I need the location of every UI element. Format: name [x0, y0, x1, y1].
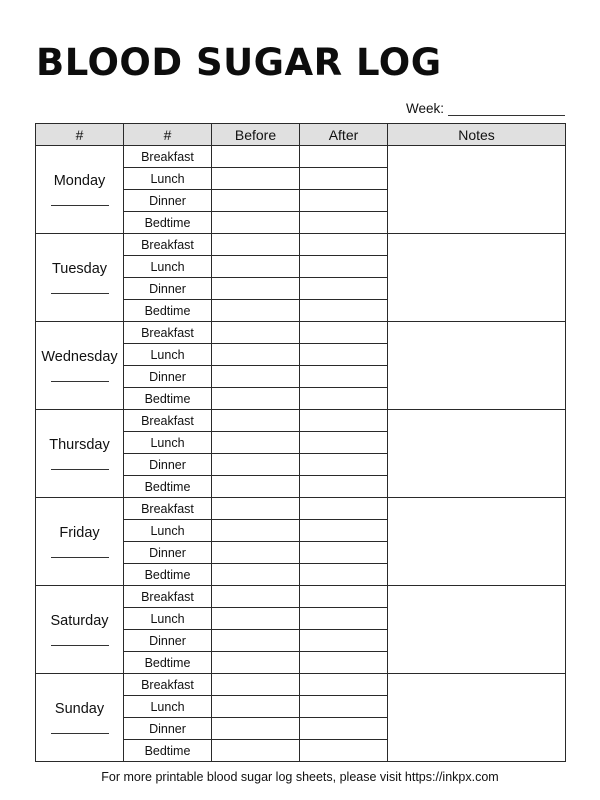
- before-reading-cell[interactable]: [212, 498, 300, 520]
- meal-label: Breakfast: [124, 322, 212, 344]
- after-reading-cell[interactable]: [300, 234, 388, 256]
- day-cell: [36, 146, 124, 234]
- before-reading-cell[interactable]: [212, 300, 300, 322]
- day-cell: [36, 674, 124, 762]
- before-reading-cell[interactable]: [212, 190, 300, 212]
- meal-label: Breakfast: [124, 498, 212, 520]
- week-input-line[interactable]: [448, 101, 565, 116]
- day-label: Saturday: [50, 613, 109, 629]
- before-reading-cell[interactable]: [212, 652, 300, 674]
- after-reading-cell[interactable]: [300, 740, 388, 762]
- date-input-line[interactable]: [51, 381, 109, 382]
- after-reading-cell[interactable]: [300, 696, 388, 718]
- meal-label: Dinner: [124, 366, 212, 388]
- meal-label: Breakfast: [124, 674, 212, 696]
- before-reading-cell[interactable]: [212, 344, 300, 366]
- after-reading-cell[interactable]: [300, 454, 388, 476]
- day-cell: [36, 234, 124, 322]
- meal-label: Dinner: [124, 190, 212, 212]
- after-reading-cell[interactable]: [300, 146, 388, 168]
- after-reading-cell[interactable]: [300, 652, 388, 674]
- after-reading-cell[interactable]: [300, 278, 388, 300]
- day-label: Monday: [53, 173, 106, 189]
- after-reading-cell[interactable]: [300, 630, 388, 652]
- day-label: Wednesday: [41, 349, 118, 365]
- notes-cell[interactable]: [388, 234, 566, 322]
- meal-label: Dinner: [124, 454, 212, 476]
- before-reading-cell[interactable]: [212, 542, 300, 564]
- header-row: [36, 124, 566, 146]
- date-input-line[interactable]: [51, 733, 109, 734]
- meal-label: Bedtime: [124, 300, 212, 322]
- after-reading-cell[interactable]: [300, 388, 388, 410]
- meal-label: Lunch: [124, 256, 212, 278]
- before-reading-cell[interactable]: [212, 608, 300, 630]
- after-reading-cell[interactable]: [300, 608, 388, 630]
- before-reading-cell[interactable]: [212, 432, 300, 454]
- meal-label: Lunch: [124, 344, 212, 366]
- table-row: [36, 410, 566, 432]
- after-reading-cell[interactable]: [300, 718, 388, 740]
- before-reading-cell[interactable]: [212, 476, 300, 498]
- before-reading-cell[interactable]: [212, 146, 300, 168]
- meal-label: Dinner: [124, 278, 212, 300]
- notes-cell[interactable]: [388, 586, 566, 674]
- table-row: [36, 322, 566, 344]
- before-reading-cell[interactable]: [212, 674, 300, 696]
- table-row: [36, 146, 566, 168]
- table-row: [36, 586, 566, 608]
- after-reading-cell[interactable]: [300, 410, 388, 432]
- before-reading-cell[interactable]: [212, 388, 300, 410]
- header-before: Before: [212, 124, 300, 146]
- day-label: Friday: [59, 525, 100, 541]
- page-title: BLOOD SUGAR LOG: [36, 41, 442, 84]
- header-notes: Notes: [388, 124, 566, 146]
- date-input-line[interactable]: [51, 293, 109, 294]
- before-reading-cell[interactable]: [212, 410, 300, 432]
- date-input-line[interactable]: [51, 557, 109, 558]
- meal-label: Lunch: [124, 520, 212, 542]
- date-input-line[interactable]: [51, 205, 109, 206]
- after-reading-cell[interactable]: [300, 168, 388, 190]
- after-reading-cell[interactable]: [300, 344, 388, 366]
- meal-label: Lunch: [124, 608, 212, 630]
- day-cell: [36, 498, 124, 586]
- meal-label: Dinner: [124, 542, 212, 564]
- before-reading-cell[interactable]: [212, 168, 300, 190]
- after-reading-cell[interactable]: [300, 520, 388, 542]
- before-reading-cell[interactable]: [212, 322, 300, 344]
- notes-cell[interactable]: [388, 674, 566, 762]
- notes-cell[interactable]: [388, 410, 566, 498]
- after-reading-cell[interactable]: [300, 190, 388, 212]
- before-reading-cell[interactable]: [212, 696, 300, 718]
- day-cell: [36, 586, 124, 674]
- day-cell: [36, 410, 124, 498]
- meal-label: Breakfast: [124, 410, 212, 432]
- table-row: [36, 234, 566, 256]
- meal-label: Lunch: [124, 168, 212, 190]
- after-reading-cell[interactable]: [300, 256, 388, 278]
- before-reading-cell[interactable]: [212, 718, 300, 740]
- day-label: Tuesday: [51, 261, 108, 277]
- before-reading-cell[interactable]: [212, 740, 300, 762]
- meal-label: Dinner: [124, 718, 212, 740]
- day-label: Sunday: [54, 701, 105, 717]
- after-reading-cell[interactable]: [300, 366, 388, 388]
- week-field: [406, 101, 565, 116]
- after-reading-cell[interactable]: [300, 300, 388, 322]
- meal-label: Lunch: [124, 696, 212, 718]
- before-reading-cell[interactable]: [212, 256, 300, 278]
- meal-label: Bedtime: [124, 564, 212, 586]
- meal-label: Bedtime: [124, 212, 212, 234]
- day-label: Thursday: [49, 437, 110, 453]
- meal-label: Bedtime: [124, 652, 212, 674]
- after-reading-cell[interactable]: [300, 674, 388, 696]
- day-cell: [36, 322, 124, 410]
- table-row: [36, 674, 566, 696]
- meal-label: Breakfast: [124, 146, 212, 168]
- meal-label: Bedtime: [124, 476, 212, 498]
- before-reading-cell[interactable]: [212, 520, 300, 542]
- before-reading-cell[interactable]: [212, 234, 300, 256]
- meal-label: Breakfast: [124, 586, 212, 608]
- after-reading-cell[interactable]: [300, 322, 388, 344]
- before-reading-cell[interactable]: [212, 630, 300, 652]
- date-input-line[interactable]: [51, 645, 109, 646]
- meal-label: Bedtime: [124, 388, 212, 410]
- header-day: #: [36, 124, 124, 146]
- meal-label: Breakfast: [124, 234, 212, 256]
- week-label: Week:: [406, 101, 445, 116]
- before-reading-cell[interactable]: [212, 212, 300, 234]
- meal-label: Dinner: [124, 630, 212, 652]
- before-reading-cell[interactable]: [212, 564, 300, 586]
- meal-label: Bedtime: [124, 740, 212, 762]
- before-reading-cell[interactable]: [212, 366, 300, 388]
- before-reading-cell[interactable]: [212, 278, 300, 300]
- notes-cell[interactable]: [388, 498, 566, 586]
- blood-sugar-log-table: [35, 123, 566, 762]
- after-reading-cell[interactable]: [300, 432, 388, 454]
- meal-label: Lunch: [124, 432, 212, 454]
- notes-cell[interactable]: [388, 322, 566, 410]
- before-reading-cell[interactable]: [212, 586, 300, 608]
- after-reading-cell[interactable]: [300, 542, 388, 564]
- table-row: [36, 498, 566, 520]
- footer-note: For more printable blood sugar log sheets, please visit https://inkpx.com: [101, 770, 499, 784]
- header-after: After: [300, 124, 388, 146]
- after-reading-cell[interactable]: [300, 586, 388, 608]
- after-reading-cell[interactable]: [300, 212, 388, 234]
- after-reading-cell[interactable]: [300, 498, 388, 520]
- header-meal: #: [124, 124, 212, 146]
- after-reading-cell[interactable]: [300, 476, 388, 498]
- after-reading-cell[interactable]: [300, 564, 388, 586]
- notes-cell[interactable]: [388, 146, 566, 234]
- date-input-line[interactable]: [51, 469, 109, 470]
- before-reading-cell[interactable]: [212, 454, 300, 476]
